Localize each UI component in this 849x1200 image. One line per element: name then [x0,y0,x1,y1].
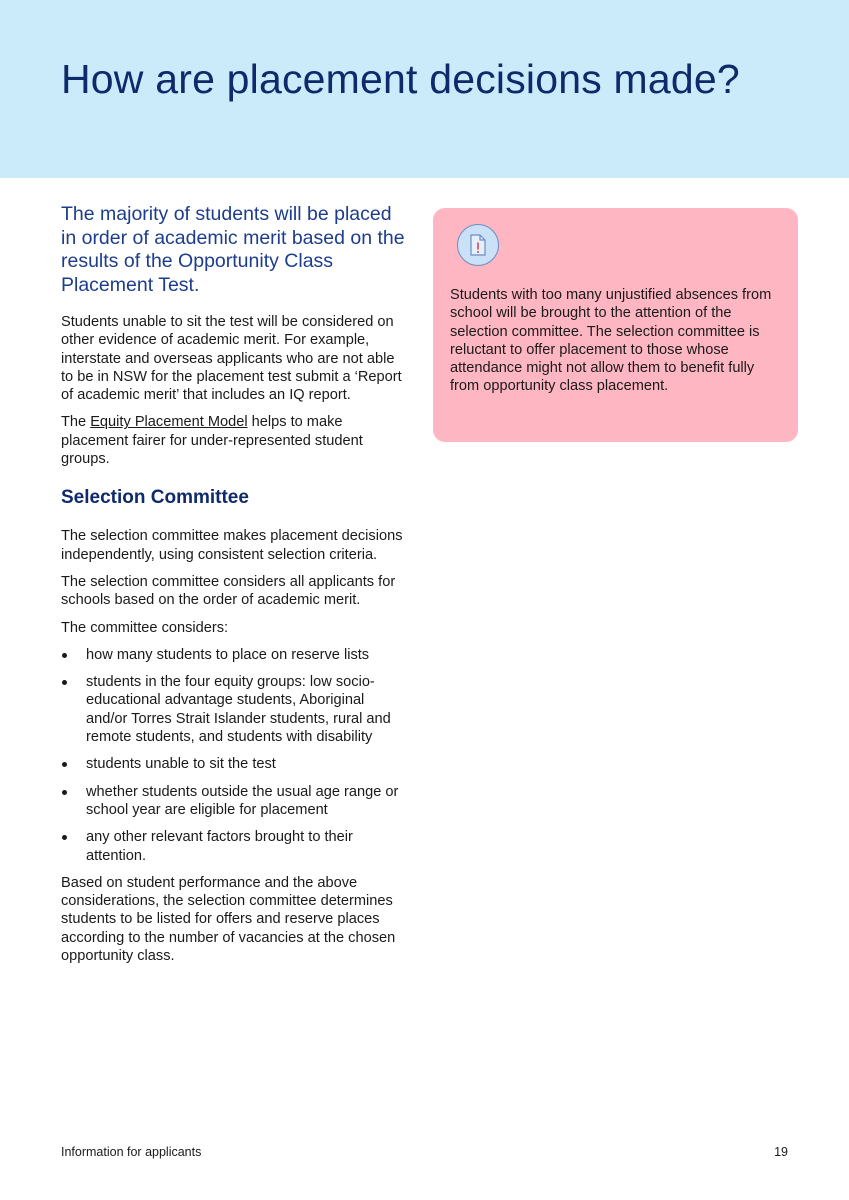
final-paragraph: Based on student performance and the above considerations, the selection committee determines students to be listed for offers and reserve places according to the number of vacancies at the chosen opportunity class. [61,874,396,965]
committee-considers-paragraph: The committee considers: [61,619,229,636]
committee-paragraph-2: The selection committee considers all applicants for schools based on the order of academic merit. [61,573,396,609]
header-band [0,0,849,178]
committee-paragraph-1: The selection committee makes placement decisions independently, using consistent selection criteria. [61,528,403,563]
document-alert-icon [457,224,499,266]
test-alternative-paragraph: Students unable to sit the test will be considered on other evidence of academic merit. For example, interstate and overseas applicants who are not able to be in NSW for the placement test submit a ‘Report of academic merit’ that includes an IQ report. [61,314,402,404]
list-item: how many students to place on reserve lists [61,646,406,664]
page-title: How are placement decisions made? [61,56,740,102]
equity-text-before: The [61,414,91,431]
section-heading-selection-committee: Selection Committee [61,487,249,509]
equity-paragraph [61,413,406,468]
main-column [61,203,406,974]
equity-text-after: helps to make placement fairer for under-represented student groups. [61,414,363,468]
list-item: students unable to sit the test [61,755,406,773]
attendance-alert-text: Students with too many unjustified absences from school will be brought to the attention of the selection committee. The selection committee is reluctant to offer placement to those whose attendance might not allow them to benefit fully from opportunity class placement. [450,287,772,395]
document-alert-icon-glyph [467,233,489,257]
considerations-list [61,646,406,865]
equity-placement-model-link[interactable]: Equity Placement Model [90,414,248,431]
list-item: students in the four equity groups: low socio-educational advantage students, Aboriginal and/or Torres Strait Islander students, rural and remote students, and students with disability [61,673,406,746]
list-item: whether students outside the usual age range or school year are eligible for placement [61,783,406,820]
lead-paragraph: The majority of students will be placed in order of academic merit based on the results of the Opportunity Class Placement Test. [61,203,405,296]
attendance-alert-card [433,208,798,442]
footer-page-number: 19 [774,1145,788,1159]
footer-document-title: Information for applicants [61,1145,202,1159]
list-item: any other relevant factors brought to their attention. [61,828,406,865]
